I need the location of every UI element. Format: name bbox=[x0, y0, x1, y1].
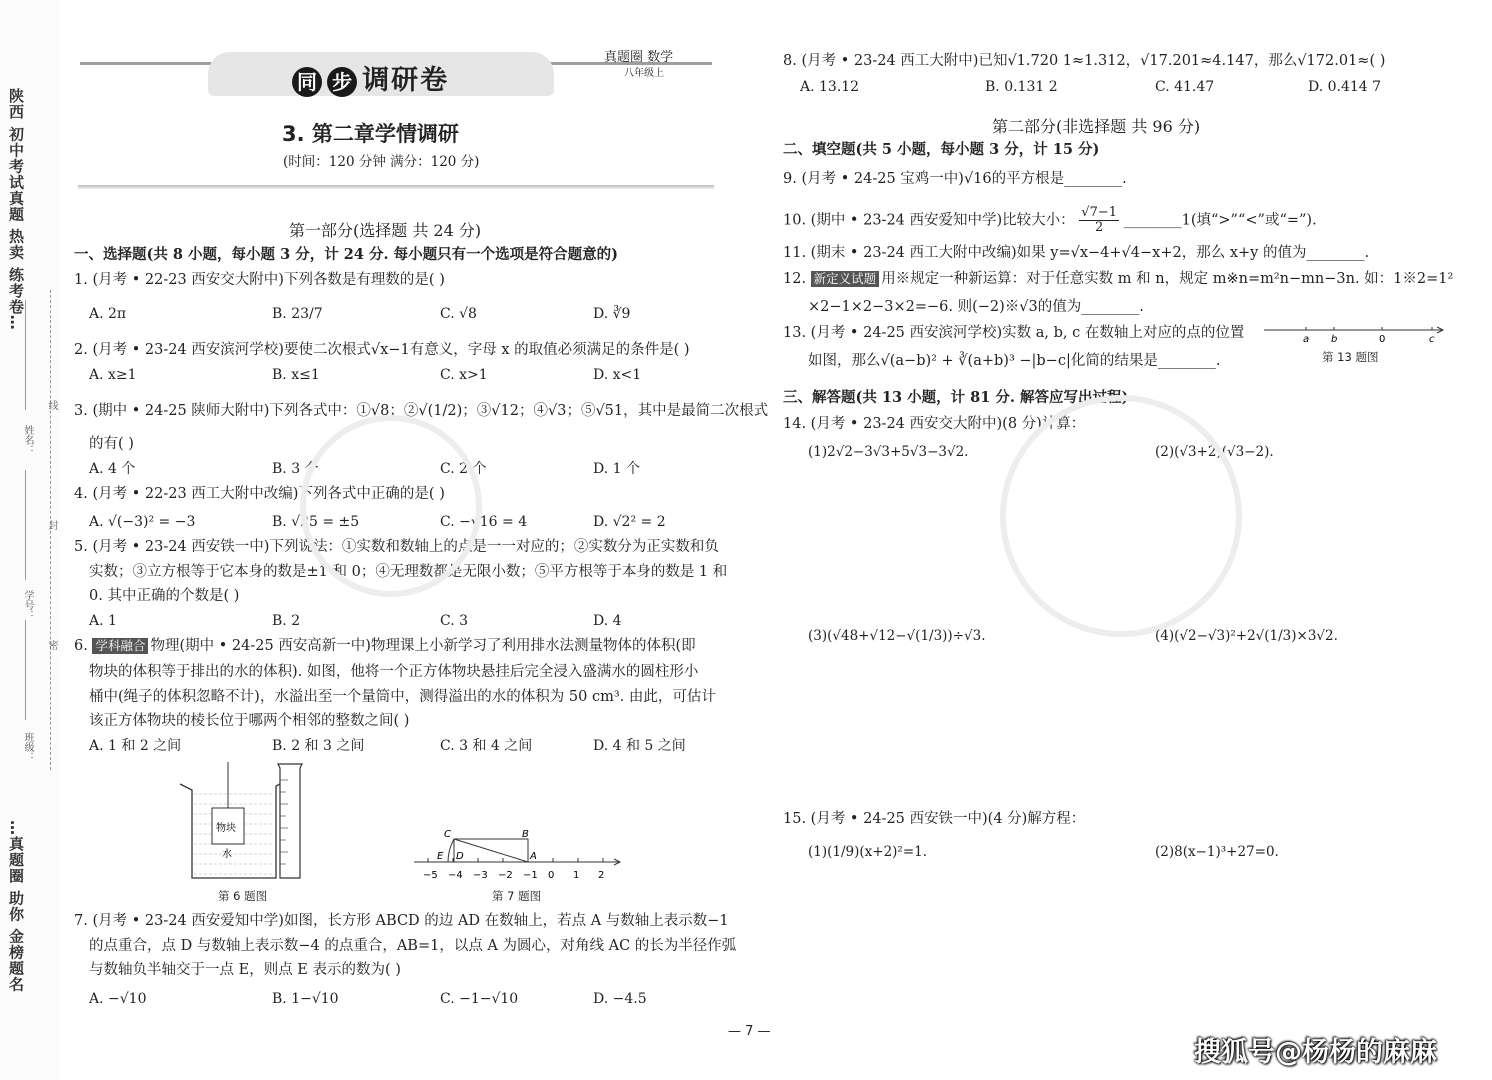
fig7-tick-label: −3 bbox=[473, 870, 488, 881]
fill-heading: 二、填空题(共 5 小题，每小题 3 分，计 15 分) bbox=[783, 141, 1100, 158]
q6-option-c[interactable]: C. 3 和 4 之间 bbox=[440, 738, 533, 754]
fig7-tick-label: 1 bbox=[573, 870, 580, 881]
q3-option-d[interactable]: D. 1 个 bbox=[593, 461, 640, 477]
q4-option-d[interactable]: D. √2² = 2 bbox=[593, 514, 666, 530]
fig7-point-a: A bbox=[530, 851, 537, 862]
header-brand: 真题圈 数学 bbox=[604, 50, 674, 65]
name-label: 姓名： bbox=[22, 425, 33, 455]
banner-title bbox=[292, 58, 449, 97]
fig7-tick-label: −1 bbox=[523, 870, 538, 881]
q4-option-b[interactable]: B. √25 = ±5 bbox=[272, 514, 360, 530]
q1-option-c[interactable]: C. √8 bbox=[440, 306, 477, 322]
binding-seal-mark: 封 bbox=[46, 520, 57, 530]
q3-line2: 的有( ) bbox=[89, 436, 134, 452]
q7-option-a[interactable]: A. −√10 bbox=[89, 991, 147, 1007]
banner-char-1: 同 bbox=[292, 67, 322, 97]
banner-char-2: 步 bbox=[327, 67, 357, 97]
q6-line2: 物块的体积等于排出的水的体积). 如图，他将一个正方体物块悬挂后完全浸入盛满水的圆柱形小 bbox=[89, 664, 699, 680]
q5-option-d[interactable]: D. 4 bbox=[593, 613, 622, 629]
q14-part1: (1)2√2−3√3+5√3−3√2. bbox=[808, 444, 969, 460]
sidebar-top-brand: 陕西 初中考试真题 热卖 练考卷… bbox=[7, 88, 25, 331]
q12-line1-text: 用※规定一种新运算：对于任意实数 m 和 n，规定 m※n=m²n−mn−3n. 如：1※2=1² bbox=[881, 271, 1454, 287]
q3-option-c[interactable]: C. 2 个 bbox=[440, 461, 487, 477]
q2-option-d[interactable]: D. x<1 bbox=[593, 367, 642, 383]
q13-caption: 第 13 题图 bbox=[1322, 350, 1379, 364]
print-stamp-watermark-left bbox=[300, 415, 482, 597]
print-stamp-watermark bbox=[1000, 395, 1242, 637]
fig7-point-c: C bbox=[444, 829, 451, 840]
page-number: — 7 — bbox=[728, 1024, 771, 1039]
q7-option-d[interactable]: D. −4.5 bbox=[593, 991, 647, 1007]
q15-part1: (1)(1/9)(x+2)²=1. bbox=[808, 844, 928, 860]
q13-axis-zero: 0 bbox=[1379, 334, 1386, 344]
class-label: 班级： bbox=[22, 732, 33, 762]
q2-text: 2. (月考 • 23-24 西安滨河学校)要使二次根式√x−1有意义，字母 x 的取值必须满足的条件是( ) bbox=[74, 342, 690, 358]
fig6-caption: 第 6 题图 bbox=[218, 889, 268, 903]
q15-part2: (2)8(x−1)³+27=0. bbox=[1155, 844, 1279, 860]
q6-tag: 学科融合 bbox=[92, 638, 148, 654]
q6-option-a[interactable]: A. 1 和 2 之间 bbox=[89, 738, 182, 754]
q11-text: 11. (期末 • 23-24 西工大附中改编)如果 y=√x−4+√4−x+2，那么 x+y 的值为________. bbox=[783, 245, 1370, 261]
q10-denominator: 2 bbox=[1095, 220, 1104, 235]
q13-axis-b: b bbox=[1331, 334, 1338, 344]
q6-option-b[interactable]: B. 2 和 3 之间 bbox=[272, 738, 365, 754]
q8-option-d[interactable]: D. 0.414 7 bbox=[1308, 79, 1382, 95]
q8-option-c[interactable]: C. 41.47 bbox=[1155, 79, 1215, 95]
fig6-block-label: 物块 bbox=[216, 823, 236, 834]
fig7-diagonal bbox=[454, 839, 528, 862]
q2-option-c[interactable]: C. x>1 bbox=[440, 367, 488, 383]
q1-text: 1. (月考 • 22-23 西安交大附中)下列各数是有理数的是( ) bbox=[74, 272, 445, 288]
fig7-ticks bbox=[423, 858, 604, 881]
sidebar-bottom-brand: …真题圈 助你 金榜题名 bbox=[7, 820, 25, 993]
q4-option-c[interactable]: C. −√16 = 4 bbox=[440, 514, 528, 530]
fig7-point-d: D bbox=[456, 851, 464, 862]
q3-option-a[interactable]: A. 4 个 bbox=[89, 461, 136, 477]
class-blank[interactable] bbox=[25, 620, 26, 720]
fig7-tick-label: −5 bbox=[423, 870, 438, 881]
student-id-label: 学号： bbox=[22, 590, 33, 620]
fig7-point-e: E bbox=[437, 851, 444, 862]
fig6-water-label: 水 bbox=[222, 849, 232, 860]
q5-option-c[interactable]: C. 3 bbox=[440, 613, 469, 629]
q13-axis-a: a bbox=[1303, 334, 1310, 344]
q6-option-d[interactable]: D. 4 和 5 之间 bbox=[593, 738, 686, 754]
q6-line1-text: 物理(期中 • 24-25 西安高新一中)物理课上小新学习了利用排水法测量物体的体积(即 bbox=[150, 638, 696, 654]
binding-dashed-line bbox=[50, 290, 51, 770]
q8-text: 8. (月考 • 23-24 西工大附中)已知√1.720 1≈1.312，√17.201≈4.147，那么√172.01≈( ) bbox=[783, 53, 1386, 69]
q13-line1: 13. (月考 • 24-25 西安滨河学校)实数 a, b, c 在数轴上对应的点的位置 bbox=[783, 325, 1245, 341]
fig7-tick-label: 2 bbox=[598, 870, 605, 881]
q2-option-a[interactable]: A. x≥1 bbox=[89, 367, 137, 383]
q8-option-a[interactable]: A. 13.12 bbox=[800, 79, 860, 95]
q7-line2: 的点重合，点 D 与数轴上表示数−4 的点重合，AB=1，以点 A 为圆心，对角线 AC 的长为半径作弧 bbox=[89, 938, 737, 954]
q7-option-c[interactable]: C. −1−√10 bbox=[440, 991, 519, 1007]
q1-option-a[interactable]: A. 2π bbox=[89, 306, 127, 322]
q14-part3: (3)(√48+√12−√(1/3))÷√3. bbox=[808, 628, 986, 644]
q10-suffix: ________1(填“>”“<”或“=”). bbox=[1123, 212, 1317, 229]
q1-option-d[interactable]: D. ∛9 bbox=[593, 306, 631, 322]
q13-axis-c: c bbox=[1429, 334, 1435, 344]
test-title: 3. 第二章学情调研 bbox=[282, 122, 459, 146]
fig7-tick-label: −2 bbox=[498, 870, 513, 881]
fig7-tick-label: −4 bbox=[448, 870, 463, 881]
q7-line1: 7. (月考 • 23-24 西安爱知中学)如图，长方形 ABCD 的边 AD 在数轴上，若点 A 与数轴上表示数−1 bbox=[74, 913, 729, 929]
q4-option-a[interactable]: A. √(−3)² = −3 bbox=[89, 514, 196, 530]
q2-option-b[interactable]: B. x≤1 bbox=[272, 367, 320, 383]
q14-text: 14. (月考 • 23-24 西安交大附中)(8 分)计算： bbox=[783, 416, 1086, 432]
q6-line3: 桶中(绳子的体积忽略不计)，水溢出至一个量筒中，测得溢出的水的体积为 50 cm³. 由此，可估计 bbox=[89, 689, 716, 705]
q13-line2: 如图，那么√(a−b)² + ∛(a+b)³ −|b−c|化简的结果是________. bbox=[808, 353, 1221, 369]
q9-text: 9. (月考 • 24-25 宝鸡一中)√16的平方根是________. bbox=[783, 171, 1127, 187]
q10-numerator: √7−1 bbox=[1081, 205, 1117, 220]
q5-option-a[interactable]: A. 1 bbox=[89, 613, 117, 629]
q13-number-line bbox=[1262, 320, 1448, 344]
figure-7 bbox=[408, 822, 628, 884]
q5-option-b[interactable]: B. 2 bbox=[272, 613, 301, 629]
q5-line3: 0. 其中正确的个数是( ) bbox=[89, 588, 240, 604]
q14-part4: (4)(√2−√3)²+2√(1/3)×3√2. bbox=[1155, 628, 1338, 644]
fig6-measuring-cylinder bbox=[272, 760, 312, 885]
solve-heading: 三、解答题(共 13 小题，计 81 分. 解答应写出过程) bbox=[783, 389, 1129, 406]
student-id-blank[interactable] bbox=[25, 470, 26, 580]
q6-line1: 6. 学科融合 物理(期中 • 24-25 西安高新一中)物理课上小新学习了利用排水法测量物体的体积(即 bbox=[74, 638, 696, 654]
time-info: (时间：120 分钟 满分：120 分) bbox=[283, 154, 480, 170]
q1-option-b[interactable]: B. 23/7 bbox=[272, 306, 323, 322]
header-grade: 八年级上 bbox=[624, 68, 664, 79]
fig7-tick-label: 0 bbox=[548, 870, 555, 881]
q15-text: 15. (月考 • 24-25 西安铁一中)(4 分)解方程： bbox=[783, 811, 1086, 827]
q6-line4: 该正方体物块的棱长位于哪两个相邻的整数之间( ) bbox=[89, 713, 410, 729]
q12-tag: 新定义试题 bbox=[811, 271, 880, 287]
q5-line2: 实数；③立方根等于它本身的数是±1 和 0；④无理数都是无限小数；⑤平方根等于本身的数是 1 和 bbox=[89, 564, 728, 580]
q7-line3: 与数轴负半轴交于一点 E，则点 E 表示的数为( ) bbox=[89, 962, 401, 978]
q10-fraction bbox=[1079, 206, 1119, 235]
q14-part2: (2)(√3+2)(√3−2). bbox=[1155, 444, 1274, 460]
part2-title: 第二部分(非选择题 共 96 分) bbox=[992, 117, 1201, 136]
q3-option-b[interactable]: B. 3 个 bbox=[272, 461, 319, 477]
binding-secret-mark: 密 bbox=[46, 640, 57, 650]
binding-line-mark: 线 bbox=[46, 400, 57, 410]
source-watermark: 搜狐号@杨杨的麻麻 bbox=[1194, 1037, 1437, 1068]
q10-line bbox=[783, 206, 1317, 235]
q3-line1: 3. (期中 • 24-25 陕师大附中)下列各式中：①√8；②√(1/2)；③√12；④√3；⑤√51，其中是最简二次根式 bbox=[74, 403, 769, 419]
q7-option-b[interactable]: B. 1−√10 bbox=[272, 991, 339, 1007]
banner-rest: 调研卷 bbox=[362, 65, 450, 96]
q12-line2: ×2−1×2−3×2=−6. 则(−2)※√3的值为________. bbox=[808, 299, 1144, 315]
q5-line1: 5. (月考 • 23-24 西安铁一中)下列说法：①实数和数轴上的点是一一对应的；②实数分为正实数和负 bbox=[74, 539, 719, 555]
part1-section-heading: 一、选择题(共 8 小题，每小题 3 分，计 24 分. 每小题只有一个选项是符合题意的) bbox=[74, 246, 618, 263]
fig7-point-b: B bbox=[522, 829, 529, 840]
q4-text: 4. (月考 • 22-23 西工大附中改编)下列各式中正确的是( ) bbox=[74, 486, 445, 502]
header-bottom-rule bbox=[78, 185, 714, 189]
name-blank[interactable] bbox=[25, 300, 26, 410]
part1-title: 第一部分(选择题 共 24 分) bbox=[289, 221, 482, 240]
q12-line1: 12. 新定义试题 用※规定一种新运算：对于任意实数 m 和 n，规定 m※n=m²n−mn−3n. 如：1※2=1² bbox=[783, 271, 1454, 287]
fig7-caption: 第 7 题图 bbox=[492, 889, 542, 903]
q8-option-b[interactable]: B. 0.131 2 bbox=[985, 79, 1058, 95]
q10-prefix: 10. (期中 • 23-24 西安爱知中学)比较大小： bbox=[783, 212, 1075, 229]
